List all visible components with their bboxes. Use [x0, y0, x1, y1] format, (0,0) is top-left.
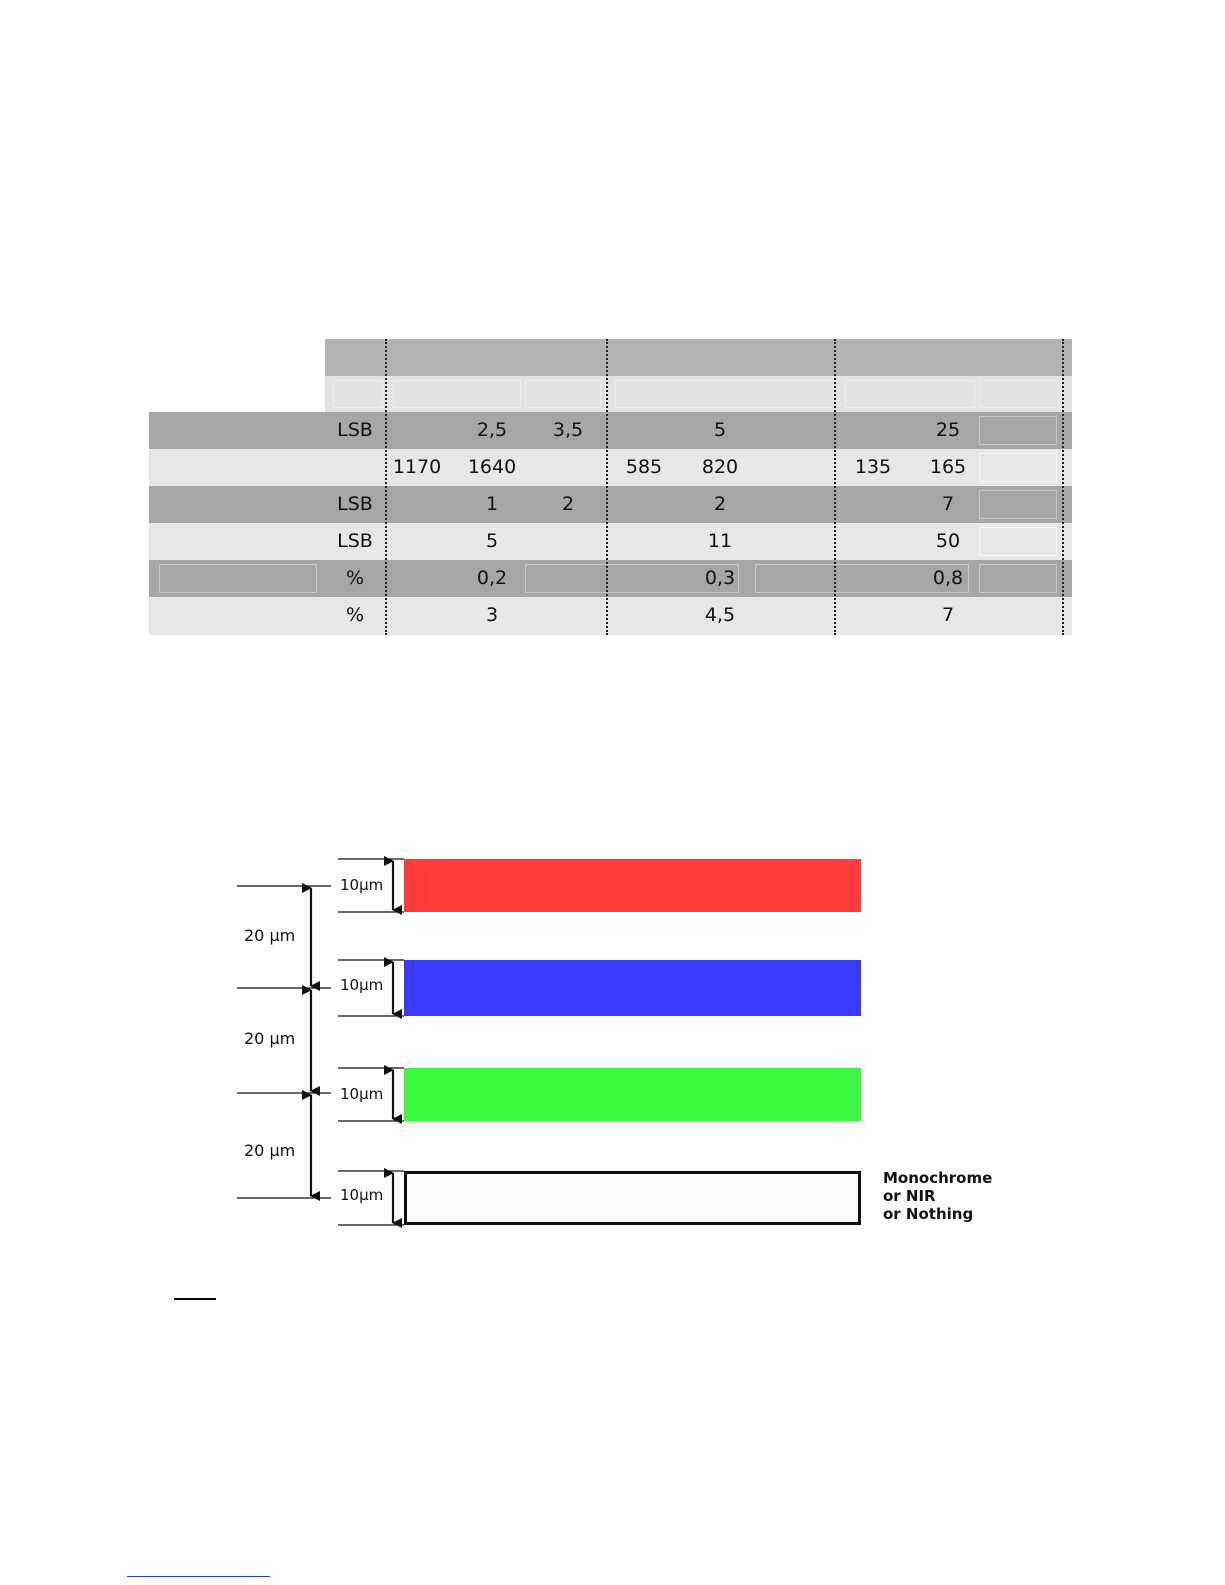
underline-mark	[174, 1298, 216, 1300]
unit-cell: LSB	[337, 493, 373, 515]
value-cell: 50	[935, 530, 961, 552]
stripe-height-label: 10µm	[340, 1085, 384, 1103]
unit-cell: %	[345, 567, 365, 589]
spacing-label: 20 µm	[244, 1141, 296, 1160]
value-cell: 1170	[392, 456, 442, 478]
value-cell: 4,5	[704, 604, 736, 626]
stripe-height-label: 10µm	[340, 1186, 384, 1204]
value-cell: 820	[701, 456, 739, 478]
value-cell: 165	[929, 456, 967, 478]
monochrome-note	[883, 1169, 992, 1223]
footnote-separator	[127, 1576, 270, 1577]
unit-cell: %	[345, 604, 365, 626]
stripe-height-label: 10µm	[340, 876, 384, 894]
value-cell: 7	[941, 604, 955, 626]
value-cell: 0,3	[704, 567, 736, 589]
value-cell: 3	[485, 604, 499, 626]
note-line: or Nothing	[883, 1205, 974, 1223]
note-line: Monochrome	[883, 1169, 993, 1187]
unit-cell: LSB	[337, 419, 373, 441]
value-cell: 5	[713, 419, 727, 441]
stripe-height-label: 10µm	[340, 976, 384, 994]
value-cell: 2	[561, 493, 575, 515]
value-cell: 0,2	[476, 567, 508, 589]
value-cell: 3,5	[552, 419, 584, 441]
value-cell: 135	[854, 456, 892, 478]
unit-cell: LSB	[337, 530, 373, 552]
value-cell: 1640	[467, 456, 517, 478]
value-cell: 25	[935, 419, 961, 441]
spacing-label: 20 µm	[244, 926, 296, 945]
value-cell: 5	[485, 530, 499, 552]
value-cell: 0,8	[932, 567, 964, 589]
value-cell: 11	[707, 530, 733, 552]
spacing-label: 20 µm	[244, 1029, 296, 1048]
value-cell: 585	[625, 456, 663, 478]
note-line: or NIR	[883, 1187, 936, 1205]
value-cell: 2	[713, 493, 727, 515]
value-cell: 2,5	[476, 419, 508, 441]
value-cell: 1	[485, 493, 499, 515]
value-cell: 7	[941, 493, 955, 515]
